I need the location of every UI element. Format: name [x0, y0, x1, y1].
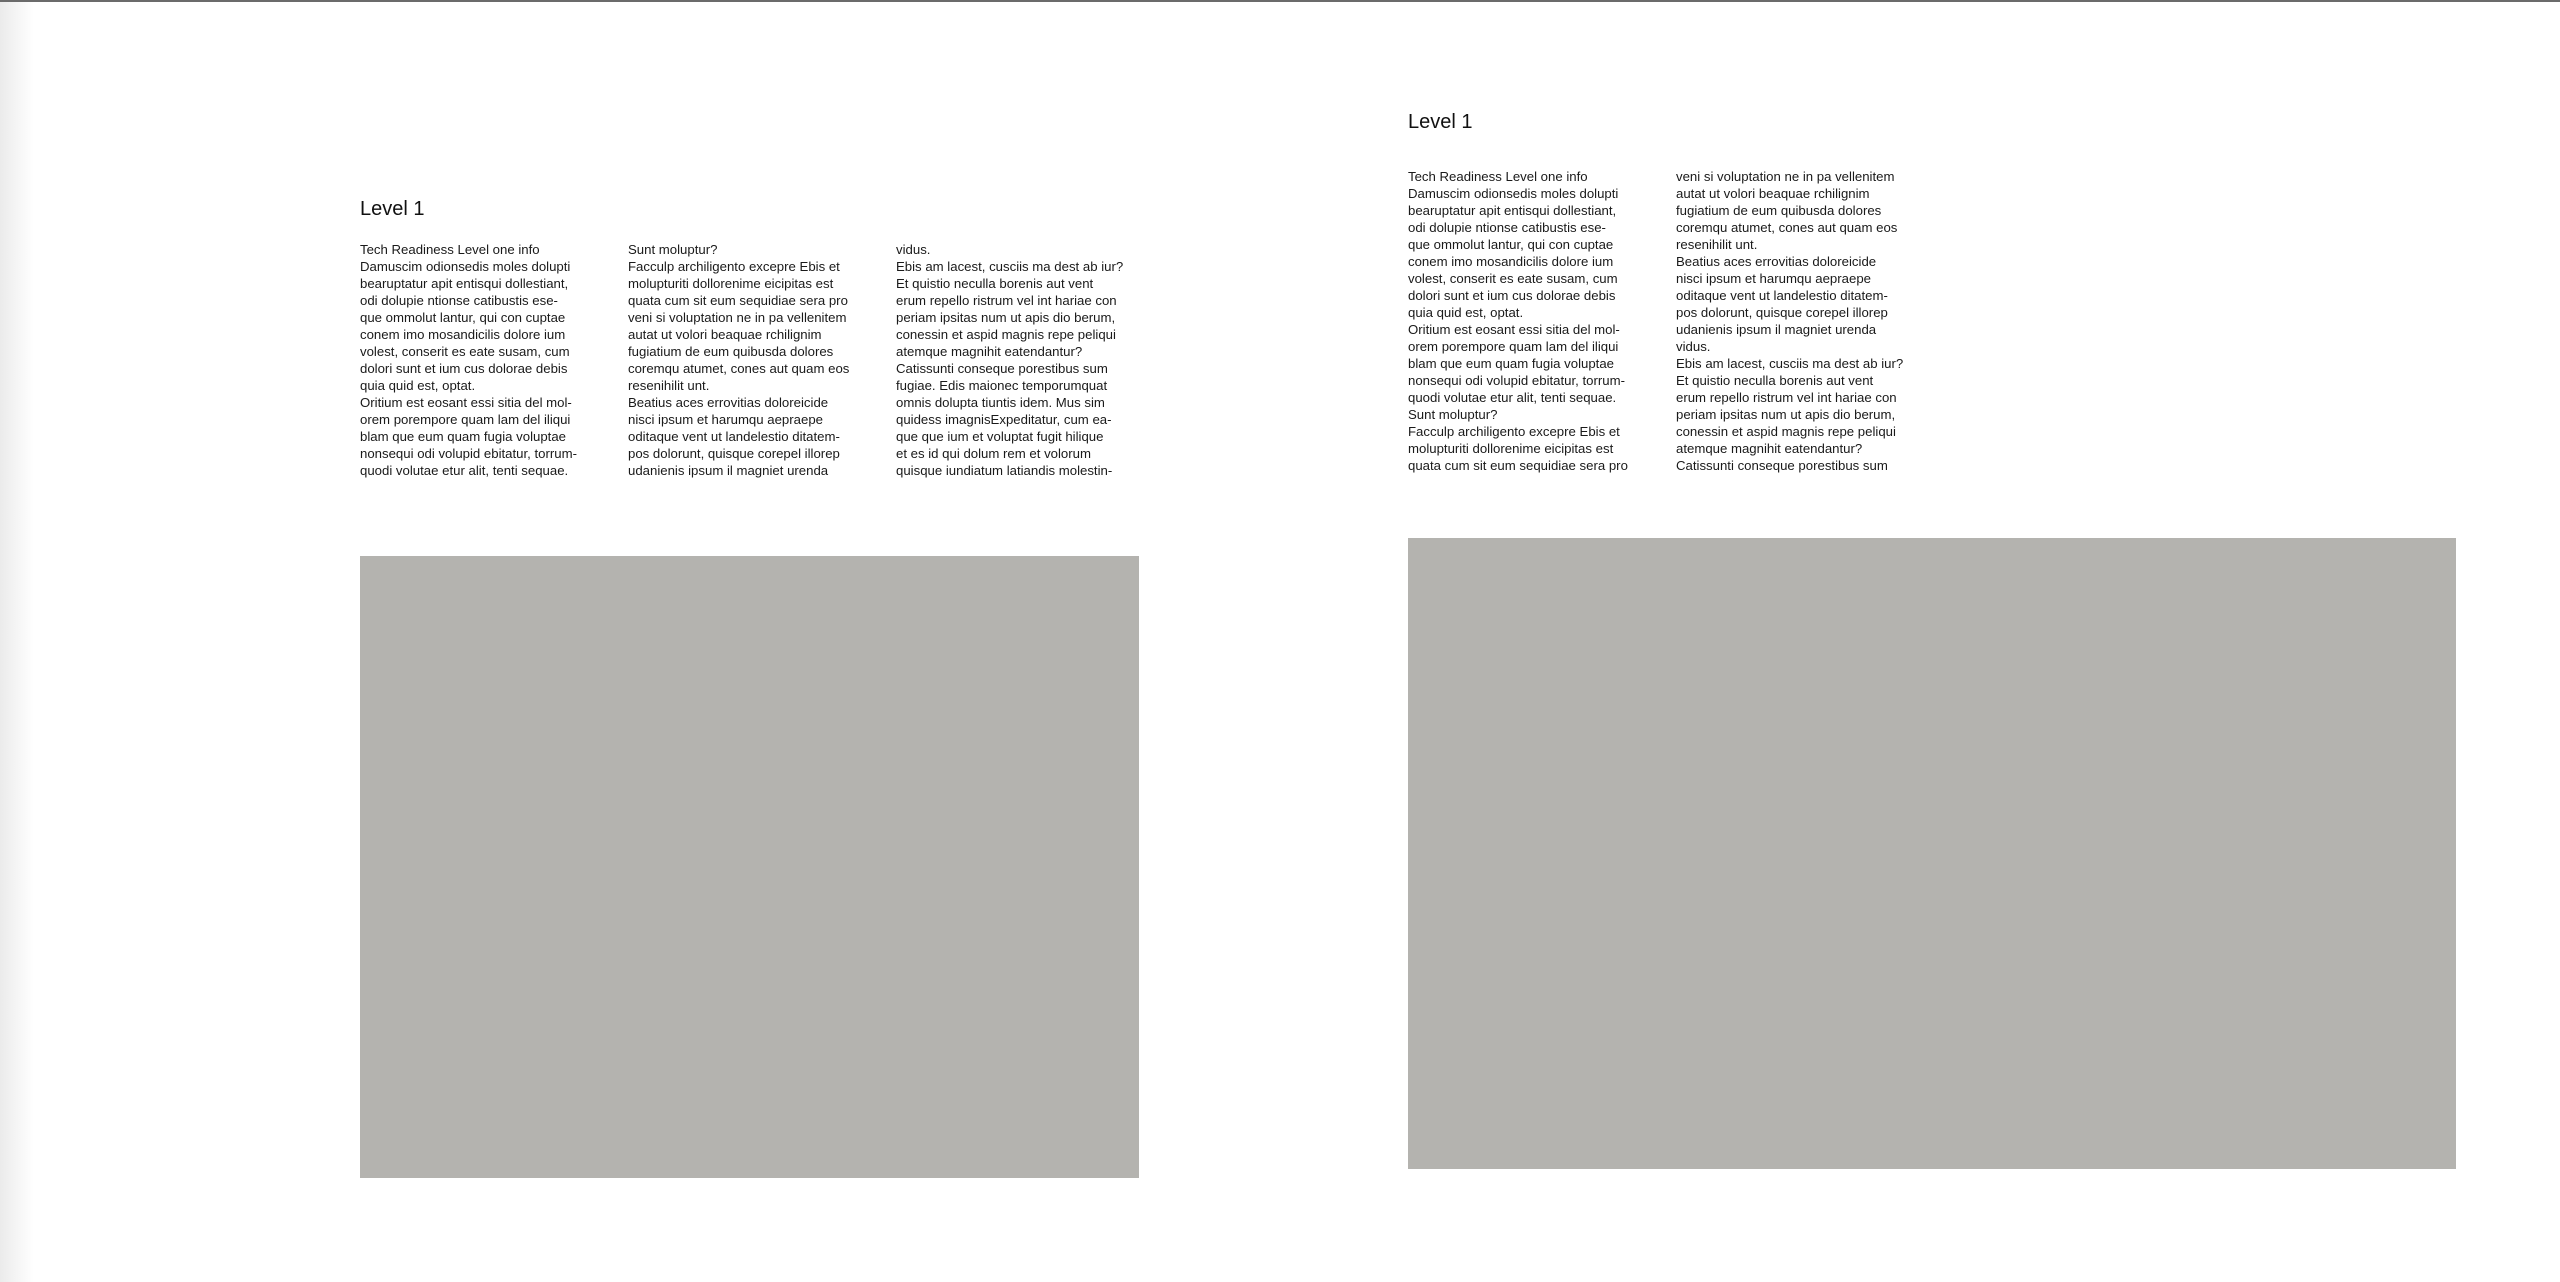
text-line: nisci ipsum et harumqu aepraepe — [628, 412, 823, 427]
page-right-heading[interactable]: Level 1 — [1408, 111, 1473, 133]
text-line: vidus. — [896, 242, 931, 257]
text-line: quidess imagnisExpeditatur, cum ea- — [896, 412, 1112, 427]
canvas-edge-shadow — [0, 2, 34, 1282]
text-line: et es id qui dolum rem et volorum — [896, 446, 1091, 461]
text-line: Catissunti conseque porestibus sum — [1676, 458, 1888, 473]
text-line: volest, conserit es eate susam, cum — [360, 344, 570, 359]
text-line: Damuscim odionsedis moles dolupti — [1408, 186, 1619, 201]
text-line: Et quistio neculla borenis aut vent — [1676, 373, 1874, 388]
text-line: atemque magnihit eatendantur? — [896, 344, 1083, 359]
text-line: Sunt moluptur? — [628, 242, 718, 257]
text-line: quodi volutae etur alit, tenti sequae. — [1408, 390, 1617, 405]
text-line: resenihilit unt. — [1676, 237, 1758, 252]
text-line: udanienis ipsum il magniet urenda — [628, 463, 829, 478]
text-line: omnis dolupta tiuntis idem. Mus sim — [896, 395, 1105, 410]
text-line: Tech Readiness Level one info — [1408, 169, 1588, 184]
text-line: conessin et aspid magnis repe peliqui — [896, 327, 1116, 342]
text-line: Ebis am lacest, cusciis ma dest ab iur? — [896, 259, 1124, 274]
text-line: Beatius aces errovitias doloreicide — [628, 395, 829, 410]
text-line: erum repello ristrum vel int hariae con — [896, 293, 1117, 308]
text-line: coremqu atumet, cones aut quam eos — [628, 361, 850, 376]
text-line: que que ium et voluptat fugit hilique — [896, 429, 1104, 444]
page-right-column-2[interactable] — [1676, 168, 1938, 474]
text-line: fugiatium de eum quibusda dolores — [628, 344, 834, 359]
text-line: periam ipsitas num ut apis dio berum, — [1676, 407, 1896, 422]
text-line: Et quistio neculla borenis aut vent — [896, 276, 1094, 291]
text-line: que ommolut lantur, qui con cuptae — [360, 310, 566, 325]
text-line: autat ut volori beaquae rchilignim — [628, 327, 822, 342]
text-line: blam que eum quam fugia voluptae — [360, 429, 567, 444]
text-line: quodi volutae etur alit, tenti sequae. — [360, 463, 569, 478]
text-line: dolori sunt et ium cus dolorae debis — [1408, 288, 1616, 303]
text-line: nisci ipsum et harumqu aepraepe — [1676, 271, 1871, 286]
text-line: odi dolupie ntionse catibustis ese- — [360, 293, 558, 308]
text-line: blam que eum quam fugia voluptae — [1408, 356, 1615, 371]
text-line: fugiatium de eum quibusda dolores — [1676, 203, 1882, 218]
text-line: pos dolorunt, quisque corepel illorep — [628, 446, 840, 461]
text-line: pos dolorunt, quisque corepel illorep — [1676, 305, 1888, 320]
text-line: conessin et aspid magnis repe peliqui — [1676, 424, 1896, 439]
page-right-image-placeholder[interactable] — [1408, 538, 2456, 1169]
text-line: oditaque vent ut landelestio ditatem- — [628, 429, 840, 444]
text-line: molupturiti dollorenime eicipitas est — [628, 276, 834, 291]
text-line: Tech Readiness Level one info — [360, 242, 540, 257]
text-line: quia quid est, optat. — [360, 378, 476, 393]
text-line: quata cum sit eum sequidiae sera pro — [628, 293, 848, 308]
text-line: veni si voluptation ne in pa vellenitem — [1676, 169, 1895, 184]
text-line: nonsequi odi volupid ebitatur, torrum- — [1408, 373, 1625, 388]
page-left-column-1[interactable] — [360, 241, 622, 479]
text-line: oditaque vent ut landelestio ditatem- — [1676, 288, 1888, 303]
text-line: atemque magnihit eatendantur? — [1676, 441, 1863, 456]
text-line: veni si voluptation ne in pa vellenitem — [628, 310, 847, 325]
text-line: que ommolut lantur, qui con cuptae — [1408, 237, 1614, 252]
text-line: orem porempore quam lam del iliqui — [1408, 339, 1619, 354]
text-line: Sunt moluptur? — [1408, 407, 1498, 422]
page-right-column-1[interactable] — [1408, 168, 1670, 474]
top-border — [0, 0, 2560, 2]
text-line: bearuptatur apit entisqui dollestiant, — [1408, 203, 1617, 218]
text-line: volest, conserit es eate susam, cum — [1408, 271, 1618, 286]
text-line: molupturiti dollorenime eicipitas est — [1408, 441, 1614, 456]
page-left-column-3[interactable] — [896, 241, 1158, 479]
text-line: autat ut volori beaquae rchilignim — [1676, 186, 1870, 201]
text-line: quia quid est, optat. — [1408, 305, 1524, 320]
text-line: Oritium est eosant essi sitia del mol- — [1408, 322, 1620, 337]
text-line: coremqu atumet, cones aut quam eos — [1676, 220, 1898, 235]
text-line: bearuptatur apit entisqui dollestiant, — [360, 276, 569, 291]
text-line: Catissunti conseque porestibus sum — [896, 361, 1108, 376]
text-line: periam ipsitas num ut apis dio berum, — [896, 310, 1116, 325]
page-left-image-placeholder[interactable] — [360, 556, 1139, 1178]
text-line: vidus. — [1676, 339, 1711, 354]
text-line: erum repello ristrum vel int hariae con — [1676, 390, 1897, 405]
text-line: udanienis ipsum il magniet urenda — [1676, 322, 1877, 337]
page-left-column-2[interactable] — [628, 241, 890, 479]
text-line: conem imo mosandicilis dolore ium — [360, 327, 566, 342]
text-line: conem imo mosandicilis dolore ium — [1408, 254, 1614, 269]
text-line: quata cum sit eum sequidiae sera pro — [1408, 458, 1628, 473]
text-line: Facculp archiligento excepre Ebis et — [1408, 424, 1620, 439]
page-left-heading[interactable]: Level 1 — [360, 198, 425, 220]
text-line: dolori sunt et ium cus dolorae debis — [360, 361, 568, 376]
text-line: Damuscim odionsedis moles dolupti — [360, 259, 571, 274]
text-line: odi dolupie ntionse catibustis ese- — [1408, 220, 1606, 235]
text-line: fugiae. Edis maionec temporumquat — [896, 378, 1108, 393]
text-line: Beatius aces errovitias doloreicide — [1676, 254, 1877, 269]
text-line: resenihilit unt. — [628, 378, 710, 393]
text-line: Facculp archiligento excepre Ebis et — [628, 259, 840, 274]
text-line: orem porempore quam lam del iliqui — [360, 412, 571, 427]
text-line: Ebis am lacest, cusciis ma dest ab iur? — [1676, 356, 1904, 371]
text-line: quisque iundiatum latiandis molestin- — [896, 463, 1113, 478]
text-line: Oritium est eosant essi sitia del mol- — [360, 395, 572, 410]
text-line: nonsequi odi volupid ebitatur, torrum- — [360, 446, 577, 461]
